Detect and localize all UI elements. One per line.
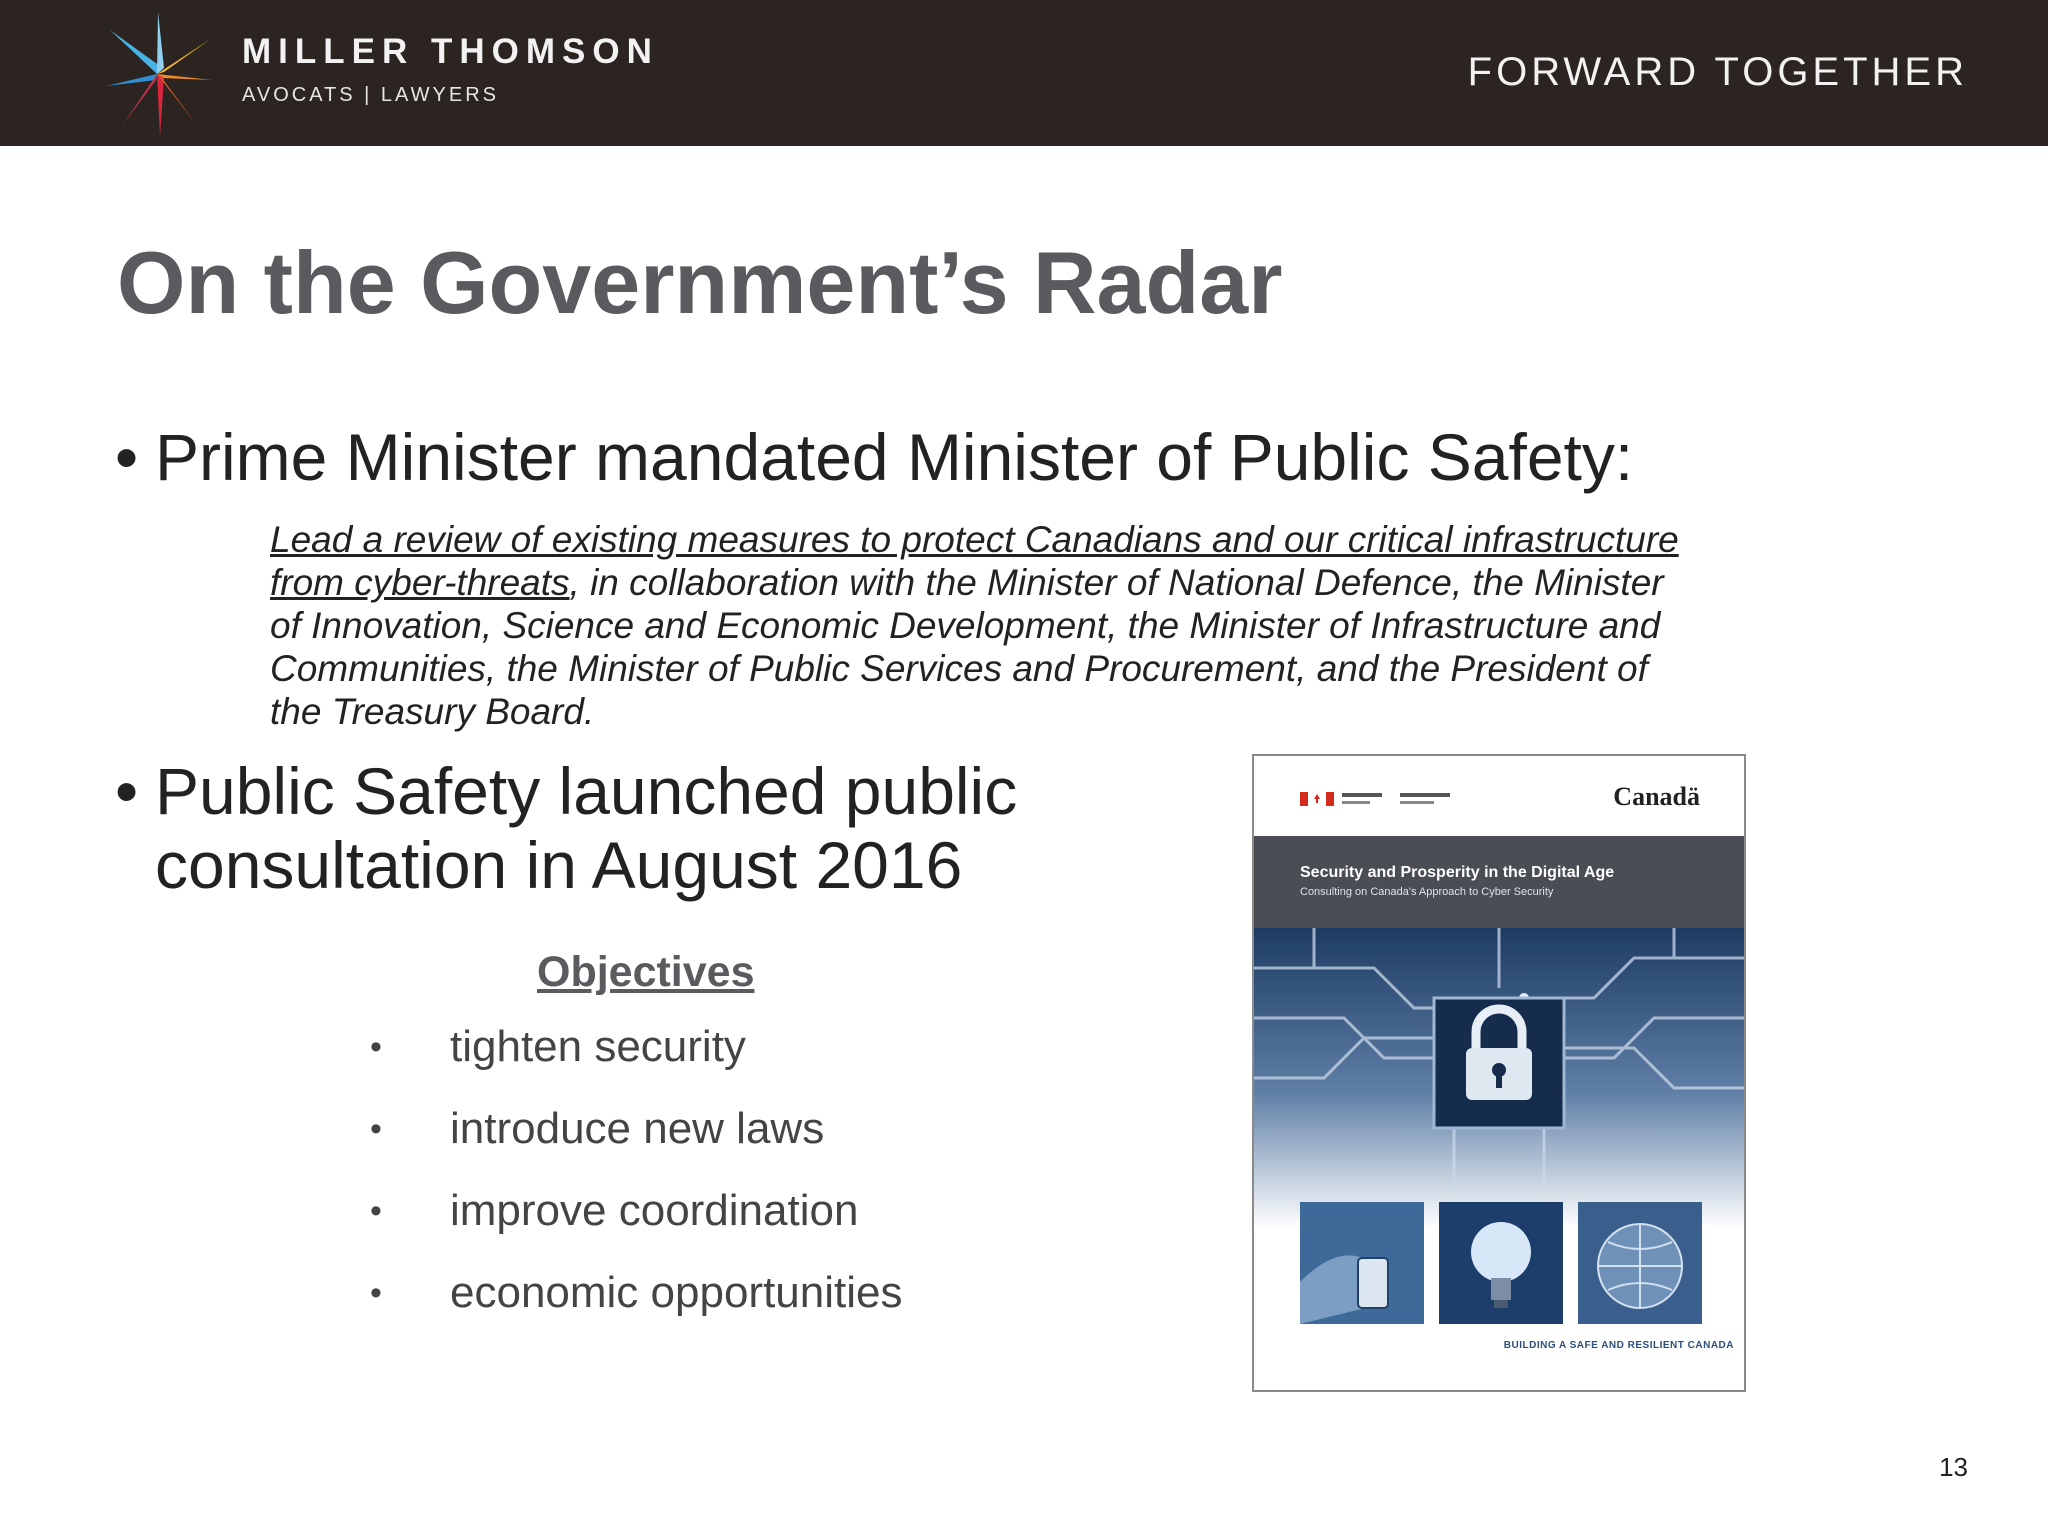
firm-name: MILLER THOMSON bbox=[242, 32, 659, 71]
globe-icon bbox=[1578, 1202, 1702, 1324]
cover-header bbox=[1254, 756, 1744, 836]
canada-wordmark: Canadä bbox=[1613, 782, 1700, 811]
quote-underlined: Lead a review of existing measures to protect Canadians and our critical infrastructure from cyber-threats bbox=[270, 519, 1679, 603]
mandate-quote bbox=[270, 518, 1680, 733]
canada-flag-icon bbox=[1300, 792, 1334, 806]
department-signature-icon bbox=[1342, 790, 1462, 810]
objective-text: introduce new laws bbox=[450, 1104, 825, 1153]
bullet-consultation bbox=[115, 754, 1115, 914]
bullet-marker: • bbox=[115, 754, 139, 828]
cover-title-band bbox=[1254, 836, 1744, 928]
header-bar bbox=[0, 0, 2048, 146]
report-cover-image bbox=[1252, 754, 1746, 1392]
bullet-text: Prime Minister mandated Minister of Public Safety: bbox=[155, 420, 1634, 494]
bullet-marker: • bbox=[115, 420, 139, 494]
objective-marker: • bbox=[370, 1110, 382, 1148]
star-logo-icon bbox=[100, 8, 218, 136]
circuit-lock-icon bbox=[1254, 928, 1744, 1228]
page-number: 13 bbox=[1939, 1452, 1968, 1482]
objective-marker: • bbox=[370, 1274, 382, 1312]
bullet-text: Public Safety launched public consultation in August 2016 bbox=[155, 754, 1018, 902]
objectives-heading: Objectives bbox=[537, 948, 755, 996]
quote-rest: , in collaboration with the Minister of National Defence, the Minister of Innovation, Science and Economic Development, the Minister of Infrastructure and Communities, the Minister of Public Services and Procurement, and the President of the Treasury Board. bbox=[270, 562, 1664, 732]
objective-text: tighten security bbox=[450, 1022, 746, 1071]
tagline: FORWARD TOGETHER bbox=[1467, 50, 1968, 94]
objective-text: economic opportunities bbox=[450, 1268, 903, 1317]
firm-subtitle: AVOCATS | LAWYERS bbox=[242, 84, 499, 106]
cover-footer: BUILDING A SAFE AND RESILIENT CANADA bbox=[1503, 1340, 1734, 1351]
slide-title: On the Government’s Radar bbox=[117, 233, 1283, 332]
cover-title: Security and Prosperity in the Digital Age bbox=[1300, 864, 1615, 881]
objective-marker: • bbox=[370, 1192, 382, 1230]
phone-hand-icon bbox=[1300, 1202, 1424, 1324]
objective-text: improve coordination bbox=[450, 1186, 859, 1235]
objective-marker: • bbox=[370, 1028, 382, 1066]
cover-subtitle: Consulting on Canada's Approach to Cyber Security bbox=[1300, 886, 1554, 898]
bullet-mandate bbox=[115, 420, 1815, 500]
lightbulb-icon bbox=[1439, 1202, 1563, 1324]
